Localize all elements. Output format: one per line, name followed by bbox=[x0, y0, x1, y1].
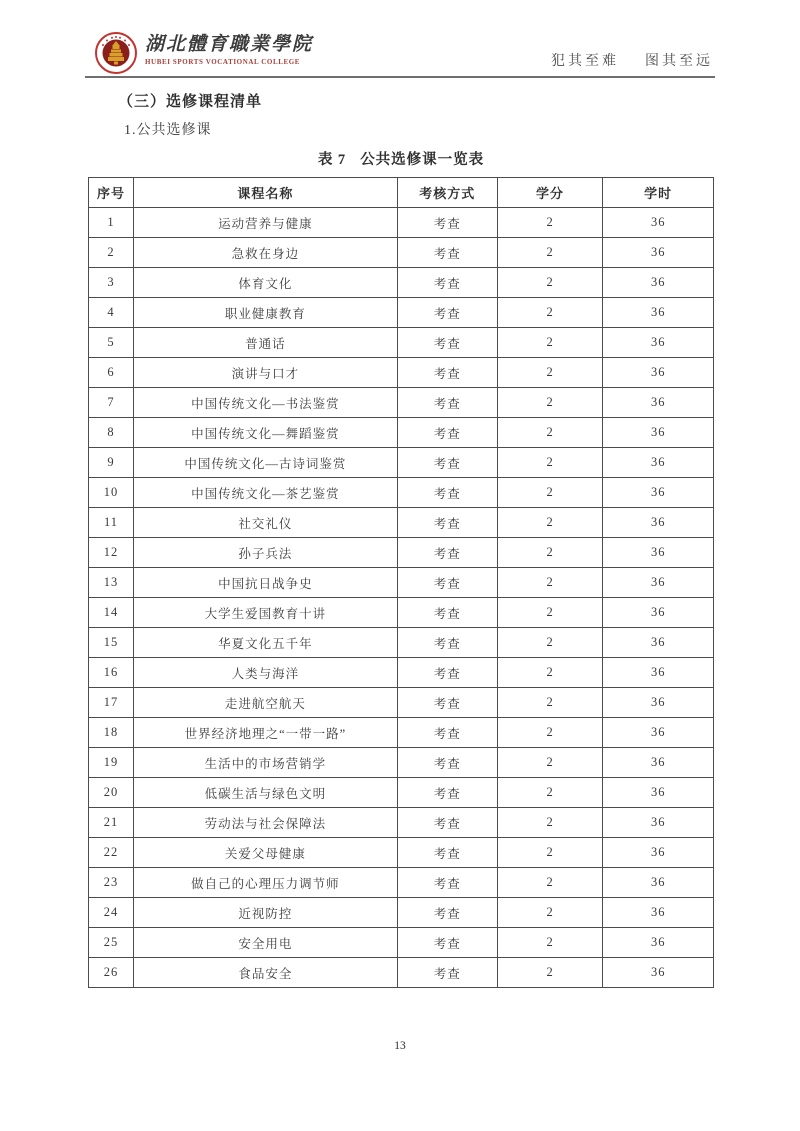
table-cell-hours: 36 bbox=[603, 268, 714, 298]
table-row bbox=[89, 508, 714, 538]
table-cell-credits: 2 bbox=[497, 598, 603, 628]
table-cell-hours: 36 bbox=[603, 838, 714, 868]
table-cell-course: 中国抗日战争史 bbox=[134, 568, 398, 598]
table-cell-credits: 2 bbox=[497, 868, 603, 898]
table-cell-index: 3 bbox=[89, 268, 134, 298]
table-cell-course: 中国传统文化—古诗词鉴赏 bbox=[134, 448, 398, 478]
table-cell-assessment: 考查 bbox=[397, 748, 497, 778]
table-cell-assessment: 考查 bbox=[397, 538, 497, 568]
table-cell-course: 人类与海洋 bbox=[134, 658, 398, 688]
table-cell-course: 做自己的心理压力调节师 bbox=[134, 868, 398, 898]
table-row bbox=[89, 448, 714, 478]
table-cell-course: 演讲与口才 bbox=[134, 358, 398, 388]
motto-part2: 图其至远 bbox=[645, 54, 713, 69]
table-cell-credits: 2 bbox=[497, 958, 603, 988]
table-cell-course: 社交礼仪 bbox=[134, 508, 398, 538]
table-cell-index: 6 bbox=[89, 358, 134, 388]
table-row bbox=[89, 628, 714, 658]
table-cell-course: 近视防控 bbox=[134, 898, 398, 928]
table-cell-assessment: 考查 bbox=[397, 658, 497, 688]
table-row bbox=[89, 268, 714, 298]
table-cell-index: 17 bbox=[89, 688, 134, 718]
table-cell-assessment: 考查 bbox=[397, 838, 497, 868]
table-row bbox=[89, 418, 714, 448]
table-cell-index: 7 bbox=[89, 388, 134, 418]
table-cell-hours: 36 bbox=[603, 748, 714, 778]
table-cell-assessment: 考查 bbox=[397, 328, 497, 358]
table-title-label: 表 7 bbox=[317, 152, 347, 168]
table-cell-credits: 2 bbox=[497, 268, 603, 298]
table-row bbox=[89, 748, 714, 778]
table-row bbox=[89, 778, 714, 808]
table-cell-index: 24 bbox=[89, 898, 134, 928]
table-cell-credits: 2 bbox=[497, 328, 603, 358]
table-title bbox=[88, 148, 714, 169]
table-cell-index: 16 bbox=[89, 658, 134, 688]
table-cell-credits: 2 bbox=[497, 838, 603, 868]
college-name-en: HUBEI SPORTS VOCATIONAL COLLEGE bbox=[145, 57, 301, 66]
table-cell-index: 18 bbox=[89, 718, 134, 748]
table-cell-hours: 36 bbox=[603, 208, 714, 238]
table-cell-index: 21 bbox=[89, 808, 134, 838]
table-cell-index: 10 bbox=[89, 478, 134, 508]
table-cell-course: 孙子兵法 bbox=[134, 538, 398, 568]
table-cell-course: 体育文化 bbox=[134, 268, 398, 298]
table-cell-index: 2 bbox=[89, 238, 134, 268]
table-cell-assessment: 考查 bbox=[397, 628, 497, 658]
page-header bbox=[85, 30, 715, 78]
table-cell-hours: 36 bbox=[603, 718, 714, 748]
table-cell-index: 8 bbox=[89, 418, 134, 448]
table-cell-assessment: 考查 bbox=[397, 928, 497, 958]
table-cell-index: 15 bbox=[89, 628, 134, 658]
table-cell-hours: 36 bbox=[603, 928, 714, 958]
table-cell-credits: 2 bbox=[497, 898, 603, 928]
table-row bbox=[89, 838, 714, 868]
table-cell-hours: 36 bbox=[603, 868, 714, 898]
table-cell-course: 运动营养与健康 bbox=[134, 208, 398, 238]
table-cell-assessment: 考查 bbox=[397, 508, 497, 538]
table-cell-credits: 2 bbox=[497, 658, 603, 688]
table-cell-assessment: 考查 bbox=[397, 208, 497, 238]
table-cell-hours: 36 bbox=[603, 898, 714, 928]
table-cell-index: 1 bbox=[89, 208, 134, 238]
table-row bbox=[89, 688, 714, 718]
table-cell-index: 14 bbox=[89, 598, 134, 628]
table-cell-credits: 2 bbox=[497, 808, 603, 838]
table-cell-credits: 2 bbox=[497, 628, 603, 658]
table-cell-hours: 36 bbox=[603, 568, 714, 598]
table-row bbox=[89, 208, 714, 238]
table-cell-assessment: 考查 bbox=[397, 718, 497, 748]
table-cell-credits: 2 bbox=[497, 208, 603, 238]
col-header-index: 序号 bbox=[89, 178, 134, 208]
table-row bbox=[89, 538, 714, 568]
table-cell-credits: 2 bbox=[497, 418, 603, 448]
table-cell-credits: 2 bbox=[497, 508, 603, 538]
table-cell-index: 23 bbox=[89, 868, 134, 898]
table-cell-hours: 36 bbox=[603, 358, 714, 388]
table-cell-course: 急救在身边 bbox=[134, 238, 398, 268]
table-cell-assessment: 考查 bbox=[397, 298, 497, 328]
table-cell-assessment: 考查 bbox=[397, 358, 497, 388]
table-cell-hours: 36 bbox=[603, 958, 714, 988]
table-row bbox=[89, 718, 714, 748]
table-row bbox=[89, 238, 714, 268]
table-cell-index: 5 bbox=[89, 328, 134, 358]
table-cell-index: 25 bbox=[89, 928, 134, 958]
table-cell-credits: 2 bbox=[497, 778, 603, 808]
table-cell-hours: 36 bbox=[603, 538, 714, 568]
table-cell-assessment: 考查 bbox=[397, 778, 497, 808]
table-cell-assessment: 考查 bbox=[397, 388, 497, 418]
college-logo bbox=[95, 32, 313, 74]
table-cell-credits: 2 bbox=[497, 568, 603, 598]
header-motto bbox=[551, 50, 713, 70]
table-header-row bbox=[89, 178, 714, 208]
col-header-course: 课程名称 bbox=[134, 178, 398, 208]
table-row bbox=[89, 358, 714, 388]
table-cell-course: 中国传统文化—舞蹈鉴赏 bbox=[134, 418, 398, 448]
table-row bbox=[89, 958, 714, 988]
table-cell-hours: 36 bbox=[603, 628, 714, 658]
table-cell-index: 22 bbox=[89, 838, 134, 868]
sub-heading: 1.公共选修课 bbox=[124, 123, 212, 138]
table-cell-credits: 2 bbox=[497, 448, 603, 478]
table-row bbox=[89, 808, 714, 838]
table-cell-hours: 36 bbox=[603, 418, 714, 448]
table-row bbox=[89, 388, 714, 418]
table-cell-assessment: 考查 bbox=[397, 898, 497, 928]
table-cell-assessment: 考查 bbox=[397, 688, 497, 718]
table-cell-course: 走进航空航天 bbox=[134, 688, 398, 718]
table-cell-hours: 36 bbox=[603, 238, 714, 268]
course-table-head bbox=[89, 178, 714, 208]
table-cell-course: 华夏文化五千年 bbox=[134, 628, 398, 658]
table-cell-index: 9 bbox=[89, 448, 134, 478]
table-cell-hours: 36 bbox=[603, 478, 714, 508]
table-row bbox=[89, 658, 714, 688]
table-cell-assessment: 考查 bbox=[397, 418, 497, 448]
table-cell-assessment: 考查 bbox=[397, 268, 497, 298]
table-cell-index: 11 bbox=[89, 508, 134, 538]
table-cell-credits: 2 bbox=[497, 748, 603, 778]
college-name-zh: 湖北體育職業學院 bbox=[145, 34, 314, 55]
table-cell-hours: 36 bbox=[603, 448, 714, 478]
table-cell-course: 安全用电 bbox=[134, 928, 398, 958]
table-cell-course: 普通话 bbox=[134, 328, 398, 358]
motto-part1: 犯其至难 bbox=[551, 54, 619, 69]
table-cell-credits: 2 bbox=[497, 718, 603, 748]
table-row bbox=[89, 928, 714, 958]
table-cell-index: 19 bbox=[89, 748, 134, 778]
table-cell-hours: 36 bbox=[603, 658, 714, 688]
table-cell-assessment: 考查 bbox=[397, 448, 497, 478]
table-cell-index: 13 bbox=[89, 568, 134, 598]
table-row bbox=[89, 298, 714, 328]
table-cell-credits: 2 bbox=[497, 238, 603, 268]
table-row bbox=[89, 328, 714, 358]
table-cell-course: 中国传统文化—茶艺鉴赏 bbox=[134, 478, 398, 508]
table-cell-credits: 2 bbox=[497, 538, 603, 568]
table-cell-course: 食品安全 bbox=[134, 958, 398, 988]
table-cell-index: 20 bbox=[89, 778, 134, 808]
table-cell-hours: 36 bbox=[603, 688, 714, 718]
table-cell-assessment: 考查 bbox=[397, 958, 497, 988]
table-cell-hours: 36 bbox=[603, 598, 714, 628]
table-row bbox=[89, 478, 714, 508]
table-cell-hours: 36 bbox=[603, 298, 714, 328]
table-cell-course: 大学生爱国教育十讲 bbox=[134, 598, 398, 628]
table-cell-hours: 36 bbox=[603, 808, 714, 838]
course-table-body bbox=[89, 208, 714, 988]
table-cell-course: 生活中的市场营销学 bbox=[134, 748, 398, 778]
table-row bbox=[89, 898, 714, 928]
table-cell-hours: 36 bbox=[603, 328, 714, 358]
table-cell-assessment: 考查 bbox=[397, 598, 497, 628]
table-cell-assessment: 考查 bbox=[397, 478, 497, 508]
table-cell-hours: 36 bbox=[603, 388, 714, 418]
table-cell-credits: 2 bbox=[497, 388, 603, 418]
table-cell-course: 劳动法与社会保障法 bbox=[134, 808, 398, 838]
table-cell-index: 12 bbox=[89, 538, 134, 568]
section-heading: （三）选修课程清单 bbox=[118, 94, 263, 110]
college-seal-icon bbox=[95, 32, 137, 74]
page-number: 13 bbox=[394, 1040, 406, 1052]
table-cell-credits: 2 bbox=[497, 298, 603, 328]
table-cell-course: 职业健康教育 bbox=[134, 298, 398, 328]
table-cell-course: 世界经济地理之“一带一路” bbox=[134, 718, 398, 748]
table-cell-credits: 2 bbox=[497, 688, 603, 718]
table-cell-index: 4 bbox=[89, 298, 134, 328]
table-cell-hours: 36 bbox=[603, 508, 714, 538]
table-cell-credits: 2 bbox=[497, 358, 603, 388]
table-row bbox=[89, 568, 714, 598]
table-title-text: 公共选修课一览表 bbox=[360, 152, 485, 168]
table-cell-course: 关爱父母健康 bbox=[134, 838, 398, 868]
table-cell-assessment: 考查 bbox=[397, 568, 497, 598]
table-row bbox=[89, 598, 714, 628]
table-cell-assessment: 考查 bbox=[397, 868, 497, 898]
college-name-block bbox=[145, 32, 313, 66]
col-header-assessment: 考核方式 bbox=[397, 178, 497, 208]
table-cell-assessment: 考查 bbox=[397, 238, 497, 268]
col-header-hours: 学时 bbox=[603, 178, 714, 208]
table-cell-index: 26 bbox=[89, 958, 134, 988]
course-table bbox=[88, 177, 714, 988]
table-cell-credits: 2 bbox=[497, 928, 603, 958]
table-cell-assessment: 考查 bbox=[397, 808, 497, 838]
col-header-credits: 学分 bbox=[497, 178, 603, 208]
table-cell-course: 低碳生活与绿色文明 bbox=[134, 778, 398, 808]
table-row bbox=[89, 868, 714, 898]
table-cell-course: 中国传统文化—书法鉴赏 bbox=[134, 388, 398, 418]
table-cell-credits: 2 bbox=[497, 478, 603, 508]
table-cell-hours: 36 bbox=[603, 778, 714, 808]
